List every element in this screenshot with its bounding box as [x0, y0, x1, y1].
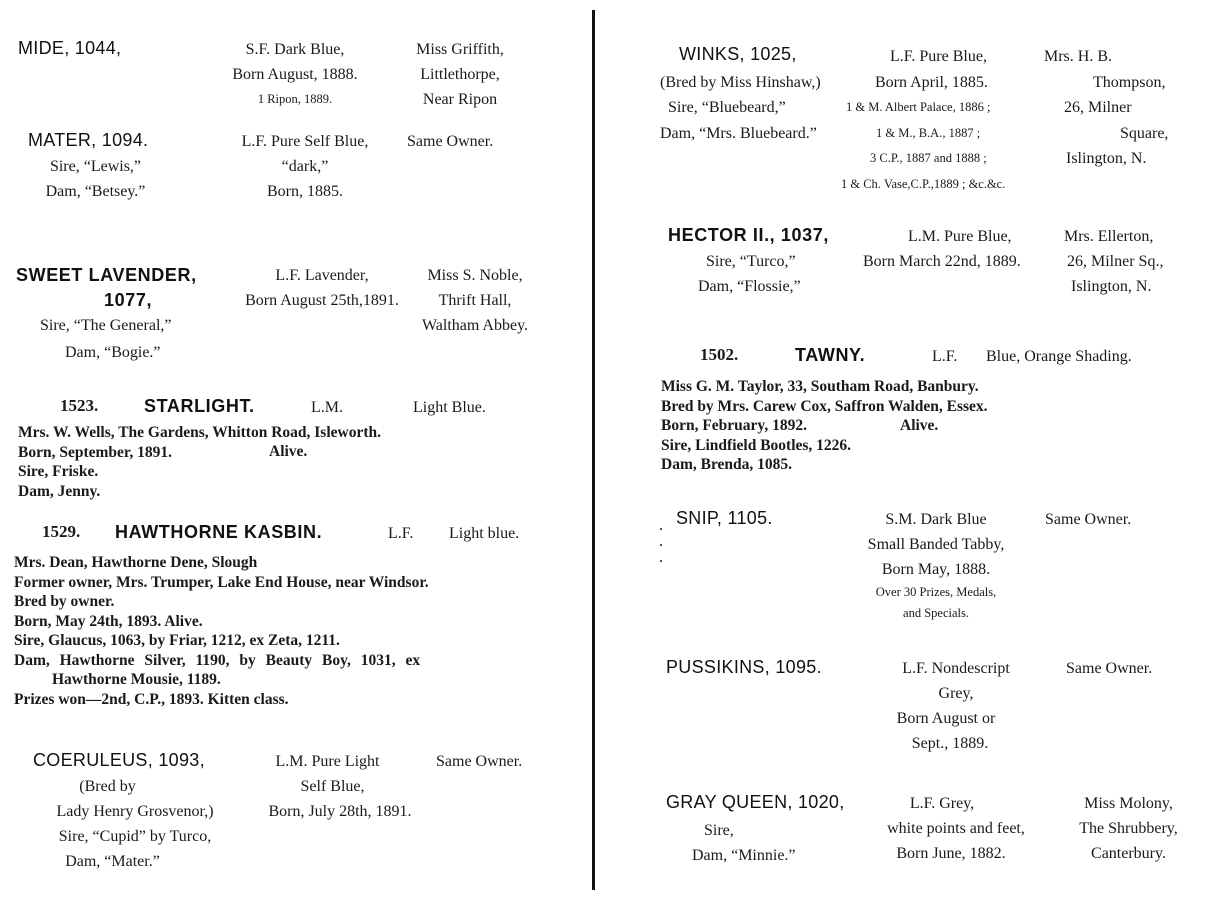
desc-line: white points and feet,	[887, 820, 1025, 837]
pedigree-line: Dam, “Minnie.”	[692, 847, 796, 864]
owner-line: Square,	[1120, 125, 1169, 142]
entry-title: SNIP, 1105.	[676, 508, 773, 528]
owner-line: Miss S. Noble,	[427, 267, 523, 284]
entry-title: TAWNY.	[795, 345, 866, 365]
owner-line: Waltham Abbey.	[421, 317, 529, 334]
desc-line: 1 & M., B.A., 1887 ;	[876, 126, 981, 140]
detail-line: Mrs. Dean, Hawthorne Dene, Slough	[14, 554, 258, 571]
pedigree-line: Sire, “Lewis,”	[49, 158, 142, 175]
entry-title: COERULEUS, 1093,	[33, 750, 205, 770]
detail-line: Former owner, Mrs. Trumper, Lake End House, near Windsor.	[14, 573, 429, 591]
desc-line: and Specials.	[903, 606, 969, 620]
owner-line: Thrift Hall,	[438, 292, 512, 309]
detail-line: Dam, Jenny.	[18, 482, 101, 500]
desc-line: Born March 22nd, 1889.	[863, 253, 1021, 270]
desc-line: Born May, 1888.	[881, 561, 991, 578]
desc-line: Sept., 1889.	[911, 735, 989, 752]
alive-status: Alive.	[269, 443, 308, 460]
owner-line: Islington, N.	[1071, 278, 1152, 295]
desc-line: Born August, 1888.	[232, 66, 358, 83]
owner-line: 26, Milner Sq.,	[1067, 253, 1164, 270]
detail-line: Bred by Mrs. Carew Cox, Saffron Walden, Essex.	[661, 397, 988, 415]
desc-line: Over 30 Prizes, Medals,	[875, 585, 997, 599]
entry-title: WINKS, 1025,	[679, 44, 797, 64]
desc-line: Born, July 28th, 1891.	[268, 803, 412, 820]
desc-line: L.M. Pure Blue,	[908, 228, 1012, 245]
owner-line: The Shrubbery,	[1079, 820, 1178, 837]
pedigree-line: Sire,	[704, 822, 734, 839]
desc-line: 1 & M. Albert Palace, 1886 ;	[846, 100, 991, 114]
desc-line: L.F. Nondescript	[902, 660, 1010, 677]
owner-line: Miss Griffith,	[416, 41, 504, 58]
desc-line: 1 Ripon, 1889.	[257, 92, 333, 106]
alive-status: Alive.	[900, 417, 939, 434]
desc-line: L.M. Pure Light	[275, 753, 380, 770]
detail-line: Prizes won—2nd, C.P., 1893. Kitten class.	[14, 690, 289, 708]
detail-line: Dam, Brenda, 1085.	[661, 456, 793, 473]
pedigree-line: Sire, “Cupid” by Turco,	[58, 828, 212, 845]
pedigree-line: Dam, “Mrs. Bluebeard.”	[660, 125, 817, 142]
detail-line: Born, February, 1892.	[661, 417, 807, 434]
entry-number: 1077,	[104, 290, 153, 310]
entry-sex: L.F.	[388, 525, 414, 542]
owner-line: Littlethorpe,	[420, 66, 500, 83]
desc-line: 1 & Ch. Vase,C.P.,1889 ; &c.&c.	[841, 177, 1006, 191]
desc-line: L.F. Grey,	[909, 795, 975, 812]
entry-owner: Same Owner.	[1066, 660, 1153, 677]
entry-pedigree	[18, 154, 173, 204]
entry-number: 1502.	[700, 345, 739, 364]
right-page	[596, 0, 1219, 901]
detail-line: Sire, Lindfield Bootles, 1226.	[661, 436, 852, 454]
detail-line: Miss G. M. Taylor, 33, Southam Road, Banbury.	[661, 378, 979, 395]
entry-owner	[395, 37, 525, 112]
desc-line: L.F. Pure Blue,	[890, 48, 987, 65]
pedigree-line: Dam, “Betsey.”	[45, 183, 146, 200]
entry-owner: Same Owner.	[1045, 511, 1132, 528]
entry-title: HECTOR II., 1037,	[668, 225, 829, 245]
owner-line: Islington, N.	[1066, 150, 1147, 167]
entry-details	[661, 377, 988, 475]
owner-line: Miss Molony,	[1084, 795, 1173, 812]
entry-colour: Light blue.	[449, 525, 520, 542]
entry-description	[841, 507, 1031, 624]
desc-line: S.M. Dark Blue	[885, 511, 987, 528]
desc-line: L.F. Lavender,	[275, 267, 369, 284]
entry-title: PUSSIKINS, 1095.	[666, 657, 822, 677]
entry-title: MATER, 1094.	[28, 130, 149, 150]
desc-line: Born August or	[896, 710, 996, 727]
owner-line: Near Ripon	[422, 91, 498, 108]
entry-number: 1529.	[42, 522, 81, 541]
entry-title: MIDE, 1044,	[18, 38, 122, 58]
desc-line: Born August 25th,1891.	[245, 292, 399, 309]
left-page	[0, 0, 592, 901]
entry-details	[14, 553, 429, 709]
owner-line: Canterbury.	[1091, 845, 1166, 862]
detail-line: Sire, Glaucus, 1063, by Friar, 1212, ex Zeta, 1211.	[14, 632, 340, 649]
entry-details	[18, 423, 381, 501]
desc-line: Born April, 1885.	[875, 74, 988, 91]
entry-sex: L.M.	[311, 399, 343, 416]
desc-line: Born, 1885.	[267, 183, 343, 200]
entry-colour: Light Blue.	[413, 399, 486, 416]
pedigree-line: (Bred by Miss Hinshaw,)	[660, 74, 821, 91]
pedigree-line: Dam, “Bogie.”	[65, 344, 161, 361]
pedigree-line: Dam, “Flossie,”	[698, 278, 801, 295]
desc-line: L.F. Pure Self Blue,	[241, 133, 369, 150]
pedigree-line: (Bred by	[79, 778, 136, 795]
entry-description	[215, 129, 395, 204]
pedigree-line: Lady Henry Grosvenor,)	[56, 803, 214, 820]
entry-owner	[405, 263, 545, 338]
entry-owner: Same Owner.	[436, 753, 523, 770]
entry-title: GRAY QUEEN, 1020,	[666, 792, 845, 812]
desc-line: S.F. Dark Blue,	[245, 41, 345, 58]
desc-line: 3 C.P., 1887 and 1888 ;	[870, 151, 987, 165]
desc-line: Self Blue,	[300, 778, 365, 795]
detail-line: Born, September, 1891.	[18, 443, 172, 461]
entry-title: HAWTHORNE KASBIN.	[115, 522, 323, 542]
detail-line: Dam, Hawthorne Silver, 1190, by Beauty Boy, 1031, ex	[14, 651, 421, 669]
entry-sex: L.F.	[932, 348, 958, 365]
desc-line: Small Banded Tabby,	[867, 536, 1005, 553]
owner-line: Mrs. H. B.	[1044, 48, 1113, 65]
pedigree-line: Sire, “The General,”	[40, 317, 172, 334]
entry-colour: Blue, Orange Shading.	[986, 348, 1132, 365]
entry-owner	[1056, 791, 1201, 866]
pedigree-line: Dam, “Mater.”	[65, 853, 160, 870]
page-divider	[592, 10, 595, 890]
desc-line: “dark,”	[281, 158, 329, 175]
desc-line: Born June, 1882.	[896, 845, 1006, 862]
entry-number: 1523.	[60, 396, 99, 415]
entry-description	[866, 791, 1046, 866]
owner-line: Thompson,	[1093, 74, 1166, 91]
entry-description	[245, 749, 435, 824]
detail-line: Bred by owner.	[14, 593, 115, 610]
entry-title: STARLIGHT.	[144, 396, 255, 416]
entry-description	[876, 656, 1036, 756]
detail-line: Sire, Friske.	[18, 463, 99, 480]
detail-line: Mrs. W. Wells, The Gardens, Whitton Road, Isleworth.	[18, 424, 382, 441]
detail-line: Born, May 24th, 1893. Alive.	[14, 612, 203, 630]
entry-description	[205, 37, 385, 112]
pedigree-line: Sire, “Bluebeard,”	[668, 99, 786, 116]
entry-description	[222, 263, 422, 313]
pedigree-line: Sire, “Turco,”	[706, 253, 796, 270]
owner-line: 26, Milner	[1064, 99, 1132, 116]
desc-line: Grey,	[938, 685, 974, 702]
entry-pedigree	[30, 774, 240, 874]
detail-line: Hawthorne Mousie, 1189.	[52, 671, 221, 688]
owner-line: Mrs. Ellerton,	[1064, 228, 1154, 245]
entry-title: SWEET LAVENDER,	[16, 265, 197, 285]
entry-owner: Same Owner.	[407, 133, 494, 150]
